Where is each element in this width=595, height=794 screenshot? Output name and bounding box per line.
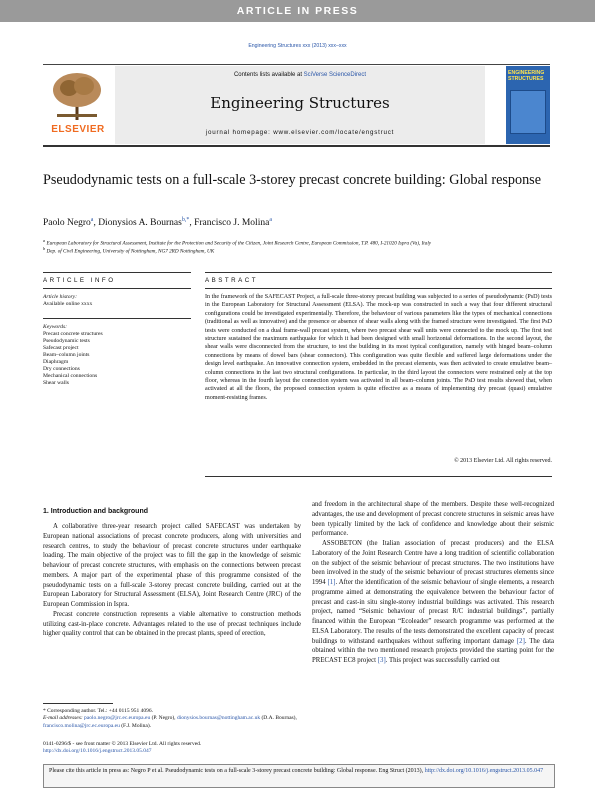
author-name: Paolo Negro — [43, 218, 91, 229]
masthead-top-rule — [43, 64, 550, 65]
sciencedirect-link[interactable]: SciVerse ScienceDirect — [303, 72, 367, 78]
article-info-heading: ARTICLE INFO — [43, 277, 116, 284]
body-paragraph: Precast concrete construction represents a viable alternative to construction methods utilizing cast-in-place concrete. Advantages related to the use of precast techniques include higher quality control that can be obtained in the precast plants, speed of erection, — [43, 610, 301, 638]
author-separator: , — [189, 218, 195, 229]
keyword: Pseudodynamic tests — [43, 338, 90, 344]
body-paragraph — [312, 539, 554, 666]
author-name: Dionysios A. Bournas — [98, 218, 182, 229]
contents-prefix: Contents lists available at — [233, 72, 304, 78]
elsevier-tree-icon — [49, 70, 105, 122]
issn-line: 0141-0296/$ - see front matter © 2013 Elsevier Ltd. All rights reserved. — [43, 741, 202, 747]
affiliation-mark: b — [43, 246, 46, 251]
keyword: Beam–column joints — [43, 352, 90, 358]
keyword: Shear walls — [43, 380, 69, 386]
keyword: Precast concrete structures — [43, 331, 103, 337]
contents-line — [115, 72, 485, 78]
journal-homepage[interactable]: journal homepage: www.elsevier.com/locate/engstruct — [205, 129, 395, 136]
article-title: Pseudodynamic tests on a full-scale 3-storey precast concrete building: Global response — [43, 172, 541, 188]
body-column-left — [43, 522, 301, 639]
keyword: Safecast project — [43, 345, 79, 351]
publisher-name: ELSEVIER — [51, 124, 105, 135]
email-owner: (D.A. Bournas), — [260, 715, 297, 722]
paragraph-text: . After the identification of the seismic behaviour of single elements, a research programme aimed at demonstrating the equivalence between the behaviour factor of precast and cast-in situ single-storey industrial buildings was activated. This research project, named “Seismic behaviour of precast R/C industrial buildings”, partially financed within the European “Ecoleader” research programme was performed at the ELSA Laboratory. The results of the tests demonstrated the excellent capacity of precast buildings to withstand earthquakes without suffering important damage — [312, 579, 554, 645]
corresponding-author: * Corresponding author. Tel.: +44 0115 951 4096. — [43, 708, 153, 714]
abstract-text: In the framework of the SAFECAST Project, a full-scale three-storey precast building was subjected to a series of pseudodynamic (PsD) tests in the European Laboratory for Structural Assessment (ELSA). The mock-up was constructed in such a way that four different structural configurations could be investigated experimentally. Therefore, the behaviour of various parameters like the types of mechanical connections (traditional as well as innovative) and the presence or absence of shear walls along with the framed structure were investigated. The first PsD tests were conducted on a dual frame-wall precast system, where two precast shear wall units were connected to the mock up. The first test structure sustained the maximum earthquake for which it had been designed with small horizontal deformations. In the second layout, the shear walls were disconnected from the structure, to test the building in its most typical configuration, namely with hinged beam–column connections by means of dowel bars (shear connectors). This configuration was quite flexible and suffered large deformations under the design level earthquake. An innovative connection system, embedded in the precast elements, was then activated to create emulative beam–column connections in the last two structural configurations. In particular, in the third layout the connectors were restrained only at the top floor, whereas in the fourth layout the connection system was activated in all beam–column joints. The PsD test results showed that, when activated at all the floors, the proposed connection system is quite effective as a means of implementing dry precast (quasi) emulative moment-resisting frames. — [205, 294, 552, 401]
history-label: Article history: — [43, 294, 78, 300]
keywords-label: Keywords: — [43, 324, 68, 330]
author-affiliation-mark[interactable]: b,* — [181, 217, 190, 223]
citation-link[interactable]: [3] — [377, 657, 386, 664]
affiliation-b — [43, 245, 563, 256]
citation-box — [43, 764, 555, 788]
masthead-bottom-rule — [43, 145, 550, 147]
article-history — [43, 294, 183, 308]
abstract-end-rule — [205, 476, 552, 477]
paragraph-text: ASSOBETON (the Italian association of precast producers) and the ELSA Laboratory of the Joint Research Centre have a long tradition of scientific collaboration on the subject of the seismic behaviour of precast structures. The two institutions have been involved in the study of the seismic behaviour of precast structures elements since 1994 — [312, 540, 554, 586]
author-name: Francisco J. Molina — [194, 218, 270, 229]
citation-text: Please cite this article in press as: Negro P et al. Pseudodynamic tests on a full-scale 3-storey precast concrete building: Global response. Eng Struct (2013), — [49, 768, 424, 774]
abstract-heading: ABSTRACT — [205, 277, 259, 284]
author-affiliation-mark[interactable]: a — [90, 217, 94, 223]
history-value: Available online xxxx — [43, 301, 93, 307]
email-label: E-mail addresses: — [43, 715, 83, 722]
citation-doi-link[interactable]: http://dx.doi.org/10.1016/j.engstruct.2013.05.047 — [424, 768, 544, 774]
abstract-rule — [205, 272, 552, 273]
affiliation-text: Dep. of Civil Engineering, University of Nottingham, NG7 2RD Nottingham, UK — [46, 248, 215, 255]
journal-masthead — [43, 64, 550, 154]
email-owner: (P. Negro), — [150, 715, 177, 722]
email-line — [43, 715, 303, 730]
body-paragraph: and freedom in the architectural shape of the members. Despite these well-recognized advantages, the use and development of precast concrete structures in seismic areas have been typically limited by the lack of confidence and knowledge about their seismic performance. — [312, 501, 554, 538]
keywords-block — [43, 324, 183, 387]
journal-reference[interactable]: Engineering Structures xxx (2013) xxx–xxx — [248, 43, 347, 49]
affiliation-text: European Laboratory for Structural Assessment, Institute for the Protection and Security of the Citizen, Joint Research Centre, European Commission, T.P. 480, I-21020 Ispra (Va), Italy — [46, 240, 432, 247]
email-link[interactable]: dionysios.bournas@nottingham.ac.uk — [176, 715, 261, 722]
keyword: Diaphragm — [43, 359, 69, 365]
body-paragraph: A collaborative three-year research project called SAFECAST was undertaken by European national associations of precast concrete producers, along with universities and research centres, to study the behaviour of precast concrete structures under earthquake loading. The main objective of the project was to fill the gap in the knowledge of seismic behaviour of precast concrete structures, with emphasis on the connections between precast members. A major part of the experimental phase of this programme consisted of the pseudodynamic tests on a full-scale 3-storey precast concrete building, carried out at the European Laboratory for Structural Assessment (ELSA), Joint Research Centre (JRC) of the European Commission in Ispra. — [43, 523, 301, 608]
journal-title: Engineering Structures — [210, 94, 390, 112]
elsevier-logo — [43, 66, 113, 144]
article-info-rule — [43, 272, 191, 273]
keyword: Mechanical connections — [43, 373, 98, 379]
article-info-under-rule — [43, 288, 191, 289]
masthead-center-panel — [115, 66, 485, 144]
email-link[interactable]: paolo.negro@jrc.ec.europa.eu — [84, 715, 151, 722]
keyword: Dry connections — [43, 366, 80, 372]
author-list — [43, 217, 553, 228]
doi-link[interactable]: http://dx.doi.org/10.1016/j.engstruct.2013.05.047 — [43, 748, 152, 755]
paragraph-text: . The data obtained within the two mentioned research projects provided the starting point for the PRECAST EC8 project — [312, 637, 554, 664]
email-link[interactable]: francisco.molina@jrc.ec.europa.eu — [43, 722, 120, 729]
footnote-rule — [43, 703, 113, 704]
journal-cover-image — [506, 66, 550, 144]
paragraph-text: . This project was successfully carried out — [385, 657, 500, 664]
issn-block — [43, 741, 303, 756]
keywords-rule — [43, 318, 191, 319]
corresponding-author-footnote — [43, 708, 303, 730]
cover-artwork — [510, 90, 546, 134]
email-owner: (F.J. Molina). — [119, 722, 152, 729]
article-in-press-banner: ARTICLE IN PRESS — [0, 0, 595, 22]
abstract-copyright: © 2013 Elsevier Ltd. All rights reserved. — [454, 458, 552, 464]
affiliation-mark: a — [43, 238, 46, 243]
abstract-under-rule — [205, 288, 552, 289]
author-separator: , — [93, 218, 99, 229]
cover-title: ENGINEERING STRUCTURES — [508, 70, 545, 82]
citation-link[interactable]: [2] — [516, 637, 525, 645]
author-affiliation-mark[interactable]: a — [269, 217, 272, 223]
body-column-right — [312, 500, 554, 666]
section-heading: 1. Introduction and background — [43, 508, 148, 515]
citation-link[interactable]: [1] — [327, 579, 336, 586]
